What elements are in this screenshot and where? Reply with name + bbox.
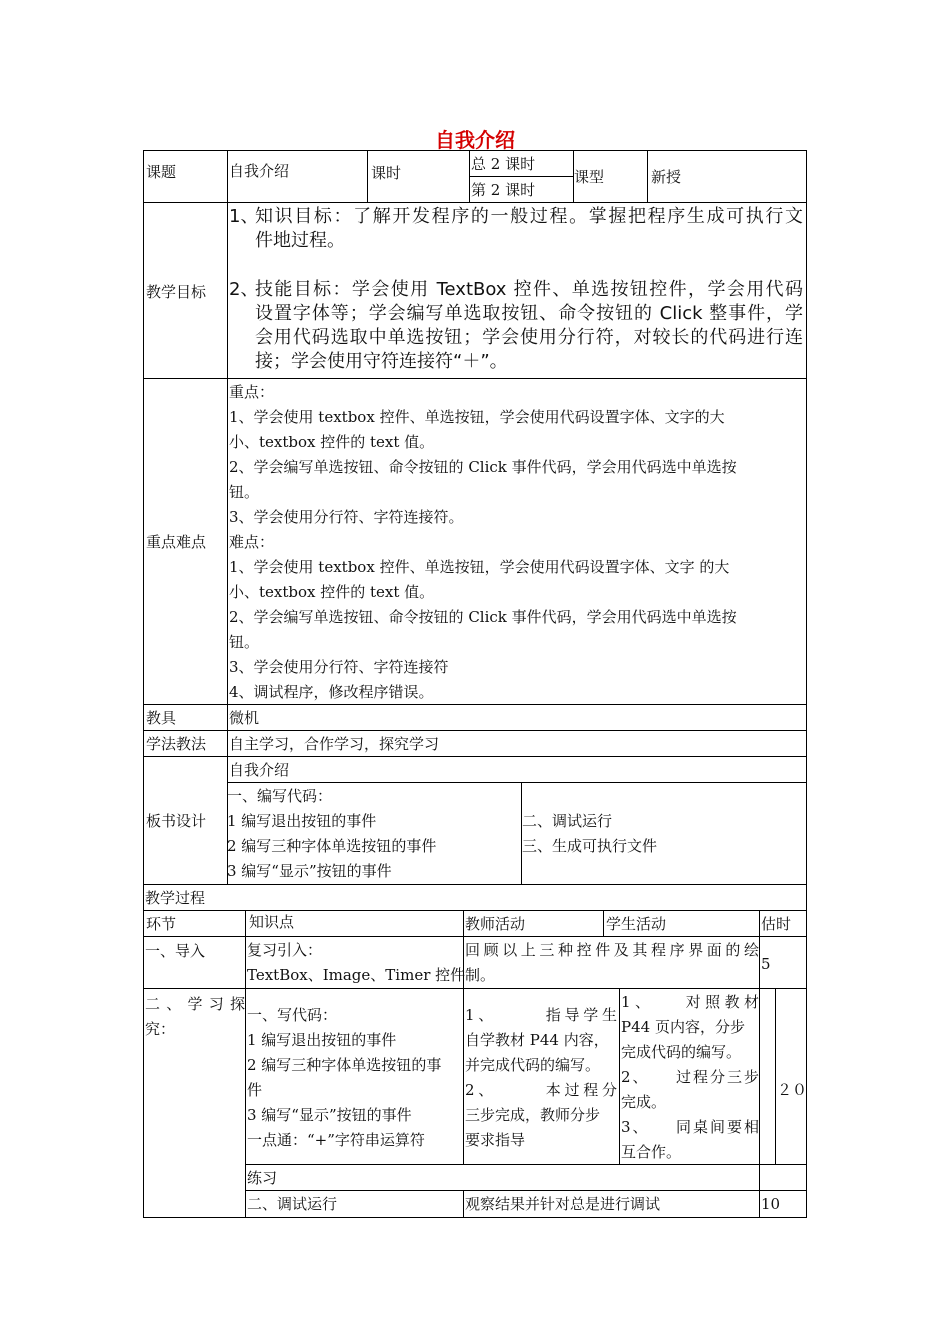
goal-1-line: 件地过程。 xyxy=(255,230,345,251)
goal-2-line: 技能目标：学会使用 TextBox 控件、单选按钮控件，学会用代码 xyxy=(255,279,803,300)
column-header: 知识点 xyxy=(249,913,295,931)
topic-value: 自我介绍 xyxy=(229,162,290,180)
knowledge-line: 3 编写“显示”按钮的事件 xyxy=(247,1106,412,1124)
knowledge-line: TextBox、Image、Timer 控件 xyxy=(247,966,466,984)
board-right-line: 三、生成可执行文件 xyxy=(522,837,658,855)
type-label: 课型 xyxy=(574,168,605,186)
teacher-line: 2、 本过程分 xyxy=(465,1081,617,1099)
stage-line: 二、学习探 xyxy=(145,995,245,1013)
student-line: 1、 对照教材 xyxy=(621,993,759,1011)
keypoints-line: 重点： xyxy=(229,383,275,401)
keypoints-line: 难点： xyxy=(229,533,275,551)
goals-label: 教学目标 xyxy=(146,283,207,301)
board-left-line: 2 编写三种字体单选按钮的事件 xyxy=(227,837,437,855)
knowledge-line: 2 编写三种字体单选按钮的事 xyxy=(247,1056,442,1074)
student-explore xyxy=(621,990,759,1165)
student-line: 完成代码的编写。 xyxy=(621,1043,742,1061)
process-label: 教学过程 xyxy=(145,889,206,907)
teacher-line: 制。 xyxy=(465,966,496,984)
hours-label: 课时 xyxy=(371,164,402,182)
student-line: 完成。 xyxy=(621,1093,667,1111)
teacher-intro xyxy=(465,938,759,988)
column-header: 教师活动 xyxy=(465,915,526,933)
keypoints-line: 钮。 xyxy=(229,483,260,501)
methods-value: 自主学习，合作学习，探究学习 xyxy=(229,735,440,753)
keypoints-line: 1、学会使用 textbox 控件、单选按钮，学会使用代码设置字体、文字的大 xyxy=(229,408,725,426)
stage-explore xyxy=(145,992,245,1042)
knowledge-line: 件 xyxy=(247,1081,263,1099)
keypoints-line: 1、学会使用 textbox 控件、单选按钮，学会使用代码设置字体、文字 的大 xyxy=(229,558,730,576)
stage-intro: 一、导入 xyxy=(145,942,206,960)
keypoints-line: 小、textbox 控件的 text 值。 xyxy=(229,583,435,601)
time-intro: 5 xyxy=(761,955,771,973)
teacher-line: 自学教材 P44 内容， xyxy=(465,1031,609,1049)
goal-2-line: 接；学会使用守符连接符“＋”。 xyxy=(255,351,508,372)
keypoints-line: 3、学会使用分行符、字符连接符 xyxy=(229,658,449,676)
knowledge-line: 一点通：“+”字符串运算符 xyxy=(247,1131,425,1149)
student-line: P44 页内容，分步 xyxy=(621,1018,745,1036)
student-line: 3、 同桌间要相 xyxy=(621,1118,759,1136)
teacher-line: 回顾以上三种控件及其程序界面的绘 xyxy=(465,941,759,959)
keypoints-line: 4、调试程序，修改程序错误。 xyxy=(229,683,434,701)
tools-value: 微机 xyxy=(229,709,260,727)
knowledge-line: 1 编写退出按钮的事件 xyxy=(247,1031,397,1049)
column-header: 估时 xyxy=(761,915,792,933)
keypoints-label: 重点难点 xyxy=(146,533,207,551)
tools-label: 教具 xyxy=(146,709,177,727)
teacher-line: 要求指导 xyxy=(465,1131,526,1149)
keypoints-line: 小、textbox 控件的 text 值。 xyxy=(229,433,435,451)
goal-1-number: 1、 xyxy=(229,206,259,227)
teacher-explore xyxy=(465,1003,617,1153)
time-debug: 10 xyxy=(761,1195,781,1213)
stage-line: 究： xyxy=(145,1020,176,1038)
board-left-line: 3 编写“显示”按钮的事件 xyxy=(227,862,392,880)
knowledge-intro xyxy=(247,938,465,988)
goal-1-line: 知识目标：了解开发程序的一般过程。掌握把程序生成可执行文 xyxy=(255,206,803,227)
goal-2-line: 会用代码选取中单选按钮；学会使用分行符，对较长的代码进行连 xyxy=(255,327,803,348)
hours-current: 第 2 课时 xyxy=(471,181,536,199)
hours-total: 总 2 课时 xyxy=(471,155,536,173)
methods-label: 学法教法 xyxy=(146,735,207,753)
teacher-debug: 观察结果并针对总是进行调试 xyxy=(465,1195,661,1213)
student-line: 互合作。 xyxy=(621,1143,682,1161)
knowledge-explore xyxy=(247,1003,461,1153)
board-right-line: 二、调试运行 xyxy=(522,812,613,830)
teacher-line: 1、 指导学生 xyxy=(465,1006,617,1024)
knowledge-line: 一、写代码： xyxy=(247,1006,338,1024)
goal-2-text xyxy=(255,278,803,374)
keypoints-list xyxy=(229,380,805,705)
board-left-line: 一、编写代码： xyxy=(227,787,333,805)
teacher-line: 三步完成，教师分步 xyxy=(465,1106,601,1124)
board-right xyxy=(522,809,657,859)
page-title: 自我介绍 xyxy=(435,128,515,152)
board-title: 自我介绍 xyxy=(229,761,290,779)
keypoints-line: 2、学会编写单选按钮、命令按钮的 Click 事件代码，学会用代码选中单选按 xyxy=(229,608,737,626)
time-explore: ２０ xyxy=(777,1081,808,1099)
practice-label: 练习 xyxy=(247,1169,278,1187)
column-header: 环节 xyxy=(146,915,177,933)
keypoints-line: 3、学会使用分行符、字符连接符。 xyxy=(229,508,464,526)
goal-2-number: 2、 xyxy=(229,279,259,300)
goal-1-text xyxy=(255,205,803,253)
column-header: 学生活动 xyxy=(606,915,667,933)
board-left xyxy=(227,784,436,884)
goal-2-line: 设置字体等；学会编写单选取按钮、命令按钮的 Click 整事件，学 xyxy=(255,303,803,324)
teacher-line: 并完成代码的编写。 xyxy=(465,1056,601,1074)
knowledge-debug: 二、调试运行 xyxy=(247,1195,338,1213)
keypoints-line: 2、学会编写单选按钮、命令按钮的 Click 事件代码，学会用代码选中单选按 xyxy=(229,458,737,476)
knowledge-line: 复习引入： xyxy=(247,941,323,959)
board-left-line: 1 编写退出按钮的事件 xyxy=(227,812,377,830)
student-line: 2、 过程分三步 xyxy=(621,1068,759,1086)
keypoints-line: 钮。 xyxy=(229,633,260,651)
board-label: 板书设计 xyxy=(146,812,207,830)
type-value: 新授 xyxy=(651,168,682,186)
topic-label: 课题 xyxy=(146,163,177,181)
